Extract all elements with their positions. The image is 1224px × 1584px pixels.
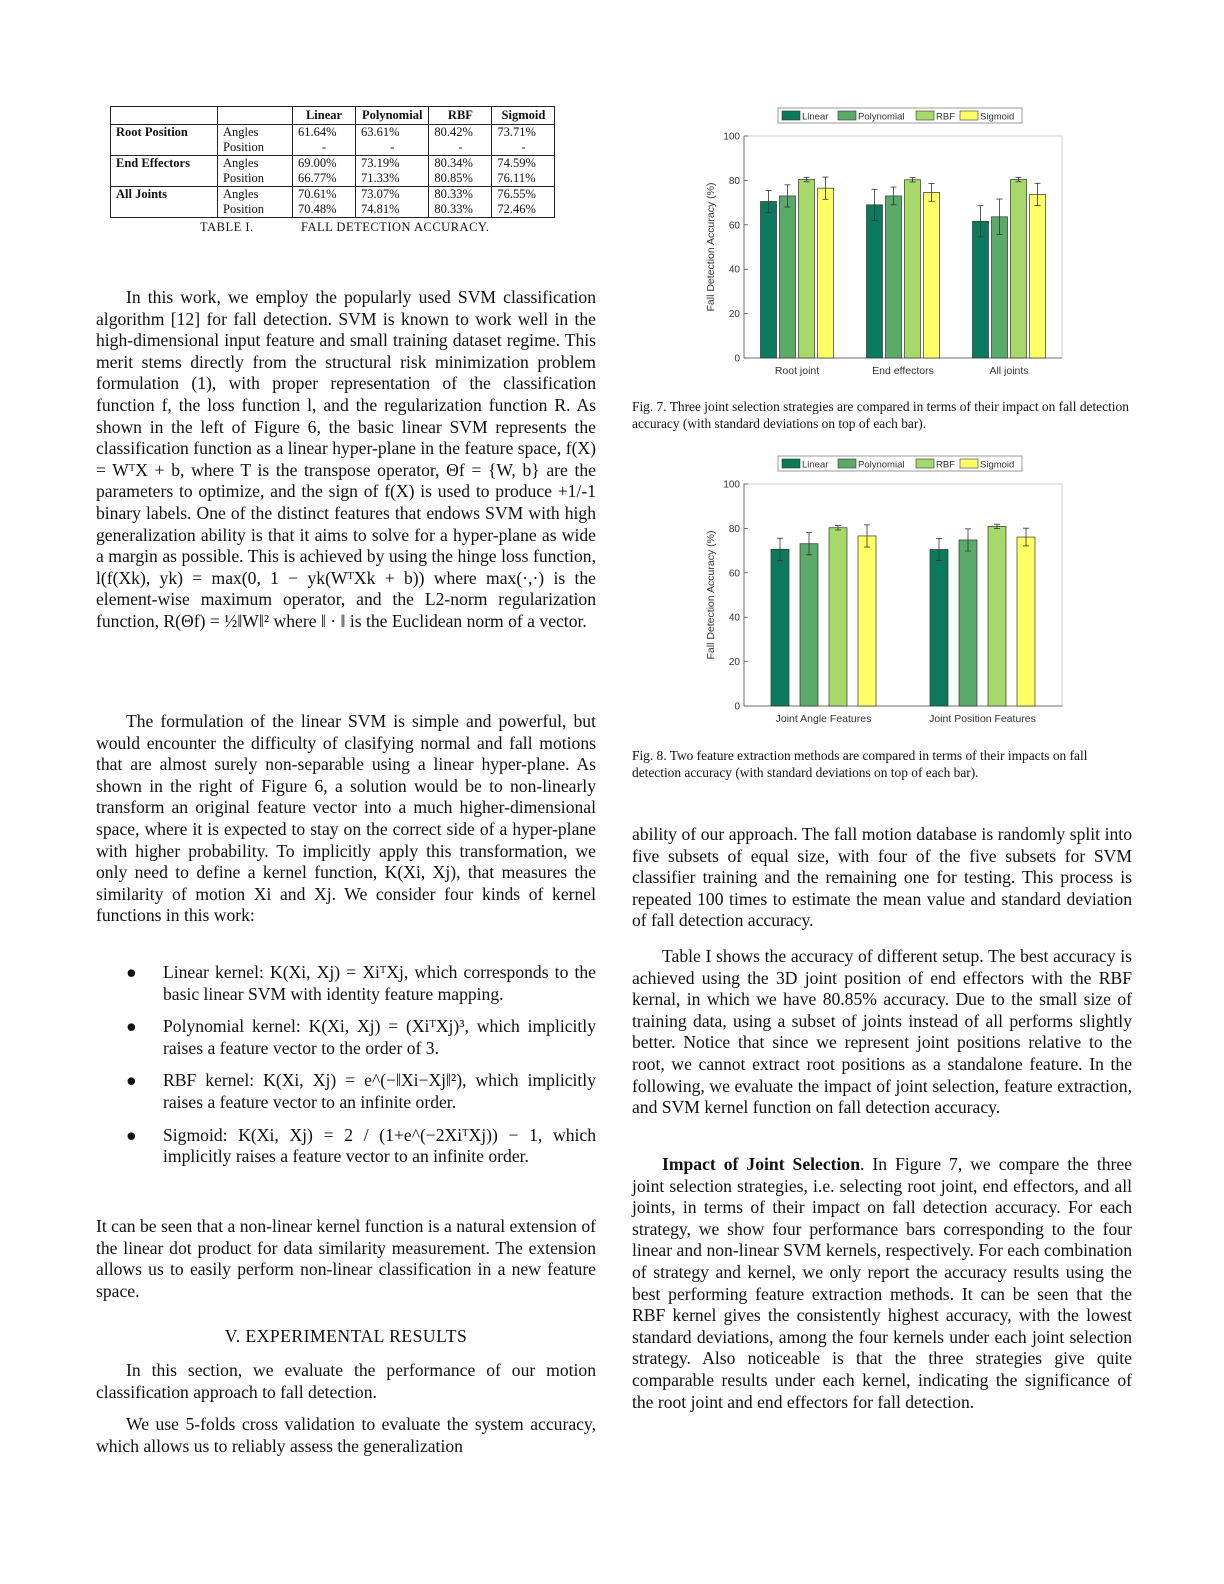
- table-group-label: End Effectors: [111, 156, 218, 172]
- table-caption-text: FALL DETECTION ACCURACY.: [300, 220, 490, 234]
- paragraph-section-intro: In this section, we evaluate the performance of our motion classification approach to fall detection.: [96, 1360, 596, 1402]
- paragraph-kernel-motivation: The formulation of the linear SVM is simple and powerful, but would encounter the difficulty of clasifying normal and fall motions that are almost surely non-separable using a linear hyper-plane. As shown in the right of Figure 6, a solution would be to non-linearly transform an original feature vector into a much higher-dimensional space, where it is expected to stay on the correct side of a hyper-plane with higher probability. To implicitly apply this transformation, we only need to define a kernel function, K(Xi, Xj), that measures the similarity of motion Xi and Xj. We consider four kinds of kernel functions in this work:: [96, 711, 596, 926]
- table-cell: 76.55%: [492, 187, 555, 203]
- fig7-bar: [799, 180, 815, 358]
- fig8-ylabel: Fall Detection Accuracy (%): [705, 530, 717, 660]
- fig8-ytick-label: 20: [728, 657, 740, 669]
- fig8-plot-area: [744, 484, 1062, 706]
- fig8-legend-label: Sigmoid: [980, 459, 1015, 471]
- fig7-bar: [780, 196, 796, 358]
- fig7-category-label: Root joint: [774, 365, 820, 377]
- list-item: ● Linear kernel: K(Xi, Xj) = XiᵀXj, which corresponds to the basic linear SVM with identity feature mapping.: [126, 962, 596, 1004]
- fig7-ytick-label: 60: [728, 220, 740, 232]
- paragraph-bold-lead: Impact of Joint Selection: [662, 1154, 860, 1174]
- table-group-label: Root Position: [111, 125, 218, 141]
- list-item: ● Sigmoid: K(Xi, Xj) = 2 / (1+e^(−2XiᵀXj)) − 1, which implicitly raises a feature vector to an infinite order.: [126, 1124, 596, 1167]
- table-row: [111, 125, 555, 141]
- fig8-bar: [930, 549, 948, 706]
- table-cell: Position: [218, 140, 293, 156]
- table-header-cell: [111, 107, 218, 125]
- table-cell: Angles: [218, 125, 293, 141]
- fig7-legend-swatch: [916, 111, 934, 120]
- fig7-bar: [973, 221, 989, 358]
- table-cell: 73.07%: [356, 187, 429, 203]
- table-cell: -: [429, 140, 492, 156]
- table-cell: -: [293, 140, 356, 156]
- table-cell: 69.00%: [293, 156, 356, 172]
- fig8-ytick-label: 80: [728, 523, 740, 535]
- table-row: [111, 187, 555, 203]
- table-cell: 70.61%: [293, 187, 356, 203]
- fig8-bar: [959, 540, 977, 706]
- fig7-legend-label: Sigmoid: [980, 111, 1015, 123]
- paragraph-joint-selection-text: . In Figure 7, we compare the three joint selection strategies, i.e. selecting root joint, end effectors, and all joints, in terms of their impact on fall detection accuracy. For each strategy, we show four performance bars corresponding to the four linear and non-linear SVM kernels, respectively. For each combination of strategy and kernel, we only report the accuracy results using the best performing feature extraction methods. It can be seen that the RBF kernel gives the consistently highest accuracy, with the lowest standard deviations, among the four kernels under each joint selection strategy. Also noticeable is that the three strategies give quite comparable results under each kernel, indicating the significance of the root joint and end effectors for fall detection.: [632, 1154, 1132, 1412]
- table-cell: 76.11%: [492, 171, 555, 187]
- results-table: [110, 106, 555, 218]
- fig8-ytick-label: 40: [728, 612, 740, 624]
- table-header-cell: Linear: [293, 107, 356, 125]
- table-cell: Angles: [218, 187, 293, 203]
- fig8-legend-swatch: [916, 459, 934, 468]
- paragraph-table-discussion: Table I shows the accuracy of different setup. The best accuracy is achieved using the 3D joint position of end effectors with the RBF kernal, in which we have 80.85% accuracy. Due to the small size of training data, using a subset of joints instead of all performs slightly better. Notice that since we represent joint positions relative to the root, we cannot extract root positions as a standalone feature. In the following, we evaluate the impact of joint selection, feature extraction, and SVM kernel function on fall detection accuracy.: [632, 946, 1132, 1118]
- fig7-bar: [1011, 180, 1027, 358]
- kernel-list: [96, 962, 596, 1179]
- fig8-legend-label: RBF: [936, 459, 955, 471]
- bullet-icon: ●: [126, 1016, 137, 1037]
- table-cell: 80.34%: [429, 156, 492, 172]
- fig7-ytick-label: 40: [728, 264, 740, 276]
- fig7-legend-label: Linear: [802, 111, 829, 123]
- fig8-legend: [778, 456, 1022, 471]
- fig8-ytick-label: 100: [723, 479, 740, 491]
- table-caption: [200, 220, 489, 235]
- table-cell: 71.33%: [356, 171, 429, 187]
- table-cell: 80.33%: [429, 202, 492, 218]
- table-cell: -: [492, 140, 555, 156]
- table-row: [111, 171, 555, 187]
- list-item: ● RBF kernel: K(Xi, Xj) = e^(−‖Xi−Xj‖²), which implicitly raises a feature vector to an infinite order.: [126, 1070, 596, 1112]
- fig7-ytick-label: 100: [723, 131, 740, 143]
- figure-7-caption: Fig. 7. Three joint selection strategies are compared in terms of their impact on fall detection accuracy (with standard deviations on top of each bar).: [632, 399, 1129, 431]
- fig7-bar: [905, 180, 921, 358]
- fig7-legend-swatch: [838, 111, 856, 120]
- table-cell: 61.64%: [293, 125, 356, 141]
- table-cell: Position: [218, 171, 293, 187]
- fig7-bar: [818, 188, 834, 358]
- table-group-label: All Joints: [111, 187, 218, 203]
- fig7-bar: [761, 201, 777, 358]
- fig8-legend-label: Linear: [802, 459, 829, 471]
- fig8-legend-label: Polynomial: [858, 459, 905, 471]
- paragraph-svm-intro: In this work, we employ the popularly used SVM classification algorithm [12] for fall detection. SVM is known to work well in the high-dimensional input feature and small training dataset regime. This merit stems directly from the structural risk minimization problem formulation (1), with proper representation of the classification function f, the loss function l, and the regularization function R. As shown in the left of Figure 6, the basic linear SVM represents the classification function as a linear hyper-plane in the feature space, f(X) = WᵀX + b, where T is the transpose operator, Θf = {W, b} are the parameters to optimize, and the sign of f(X) is used to produce +1/-1 binary labels. One of the distinct features that endows SVM with high generalization ability is that it aims to solve for a hyper-plane as wide a margin as possible. This is achieved by using the hinge loss function, l(f(Xk), yk) = max(0, 1 − yk(WᵀXk + b)) where max(·,·) is the element-wise maximum operator, and the L2-norm regularization function, R(Θf) = ½‖W‖² where ‖ · ‖ is the Euclidean norm of a vector.: [96, 287, 596, 631]
- paragraph-cross-validation: We use 5-folds cross validation to evaluate the system accuracy, which allows us to reliably assess the generalization: [96, 1414, 596, 1456]
- table-cell: 80.42%: [429, 125, 492, 141]
- section-heading: V. EXPERIMENTAL RESULTS: [224, 1326, 468, 1346]
- fig8-legend-swatch: [960, 459, 978, 468]
- table-cell: 74.81%: [356, 202, 429, 218]
- fig7-legend-swatch: [782, 111, 800, 120]
- fig8-legend-swatch: [782, 459, 800, 468]
- table-cell: Position: [218, 202, 293, 218]
- table-cell: 74.59%: [492, 156, 555, 172]
- fig7-bar: [992, 217, 1008, 358]
- table-cell: 70.48%: [293, 202, 356, 218]
- fig7-bar: [1030, 194, 1046, 358]
- fig7-bar: [867, 205, 883, 358]
- table-header-cell: Polynomial: [356, 107, 429, 125]
- fig8-bar: [988, 526, 1006, 706]
- bullet-icon: ●: [126, 1124, 137, 1145]
- fig7-legend-swatch: [960, 111, 978, 120]
- table-cell: Angles: [218, 156, 293, 172]
- table-cell: 72.46%: [492, 202, 555, 218]
- table-cell: 63.61%: [356, 125, 429, 141]
- fig7-category-label: End effectors: [872, 365, 934, 377]
- fig7-ytick-label: 20: [728, 309, 740, 321]
- table-cell: 80.85%: [429, 171, 492, 187]
- fig8-bar: [829, 528, 847, 706]
- fig8-bar: [771, 549, 789, 706]
- fig8-ytick-label: 0: [734, 701, 740, 713]
- table-cell: 66.77%: [293, 171, 356, 187]
- table-cell: 73.19%: [356, 156, 429, 172]
- paragraph-kernel-summary: It can be seen that a non-linear kernel function is a natural extension of the linear dot product for data similarity measurement. The extension allows us to easily perform non-linear classification in a new feature space.: [96, 1216, 596, 1301]
- fig7-category-label: All joints: [989, 365, 1029, 377]
- fig7-legend-label: RBF: [936, 111, 955, 123]
- table-row: [111, 202, 555, 218]
- paragraph-cv-procedure: ability of our approach. The fall motion database is randomly split into five subsets of equal size, with four of the five subsets for SVM classifier training and the remaining one for testing. This process is repeated 100 times to estimate the mean value and standard deviation of fall detection accuracy.: [632, 824, 1132, 931]
- table-header-cell: Sigmoid: [492, 107, 555, 125]
- fig8-ytick-label: 60: [728, 568, 740, 580]
- paragraph-joint-selection: [632, 1154, 1132, 1413]
- fig7-legend: [778, 108, 1022, 123]
- table-cell: 73.71%: [492, 125, 555, 141]
- table-row: [111, 140, 555, 156]
- table-cell: -: [356, 140, 429, 156]
- table-header-cell: [218, 107, 293, 125]
- bullet-icon: ●: [126, 962, 137, 982]
- figure-8-caption: Fig. 8. Two feature extraction methods are compared in terms of their impacts on fall detection accuracy (with standard deviations on top of each bar).: [632, 748, 1088, 780]
- table-caption-label: TABLE I.: [200, 220, 254, 234]
- fig7-ytick-label: 0: [734, 353, 740, 365]
- fig8-bar: [858, 536, 876, 706]
- bullet-icon: ●: [126, 1070, 137, 1091]
- fig8-bar: [800, 544, 818, 706]
- fig8-legend-swatch: [838, 459, 856, 468]
- table-row: [111, 156, 555, 172]
- figure-8-chart: [700, 452, 1080, 736]
- fig7-legend-label: Polynomial: [858, 111, 905, 123]
- fig8-bar: [1017, 537, 1035, 706]
- table-cell: 80.33%: [429, 187, 492, 203]
- fig7-ytick-label: 80: [728, 175, 740, 187]
- figure-7-chart: [700, 104, 1080, 388]
- fig8-category-label: Joint Angle Features: [775, 713, 872, 725]
- table-header-cell: RBF: [429, 107, 492, 125]
- fig7-bar: [924, 192, 940, 358]
- table-header-row: [111, 107, 555, 125]
- list-item: ● Polynomial kernel: K(Xi, Xj) = (XiᵀXj)³, which implicitly raises a feature vector to the order of 3.: [126, 1016, 596, 1058]
- fig7-ylabel: Fall Detection Accuracy (%): [705, 182, 717, 312]
- fig7-bar: [886, 196, 902, 358]
- fig8-category-label: Joint Position Features: [929, 713, 1036, 725]
